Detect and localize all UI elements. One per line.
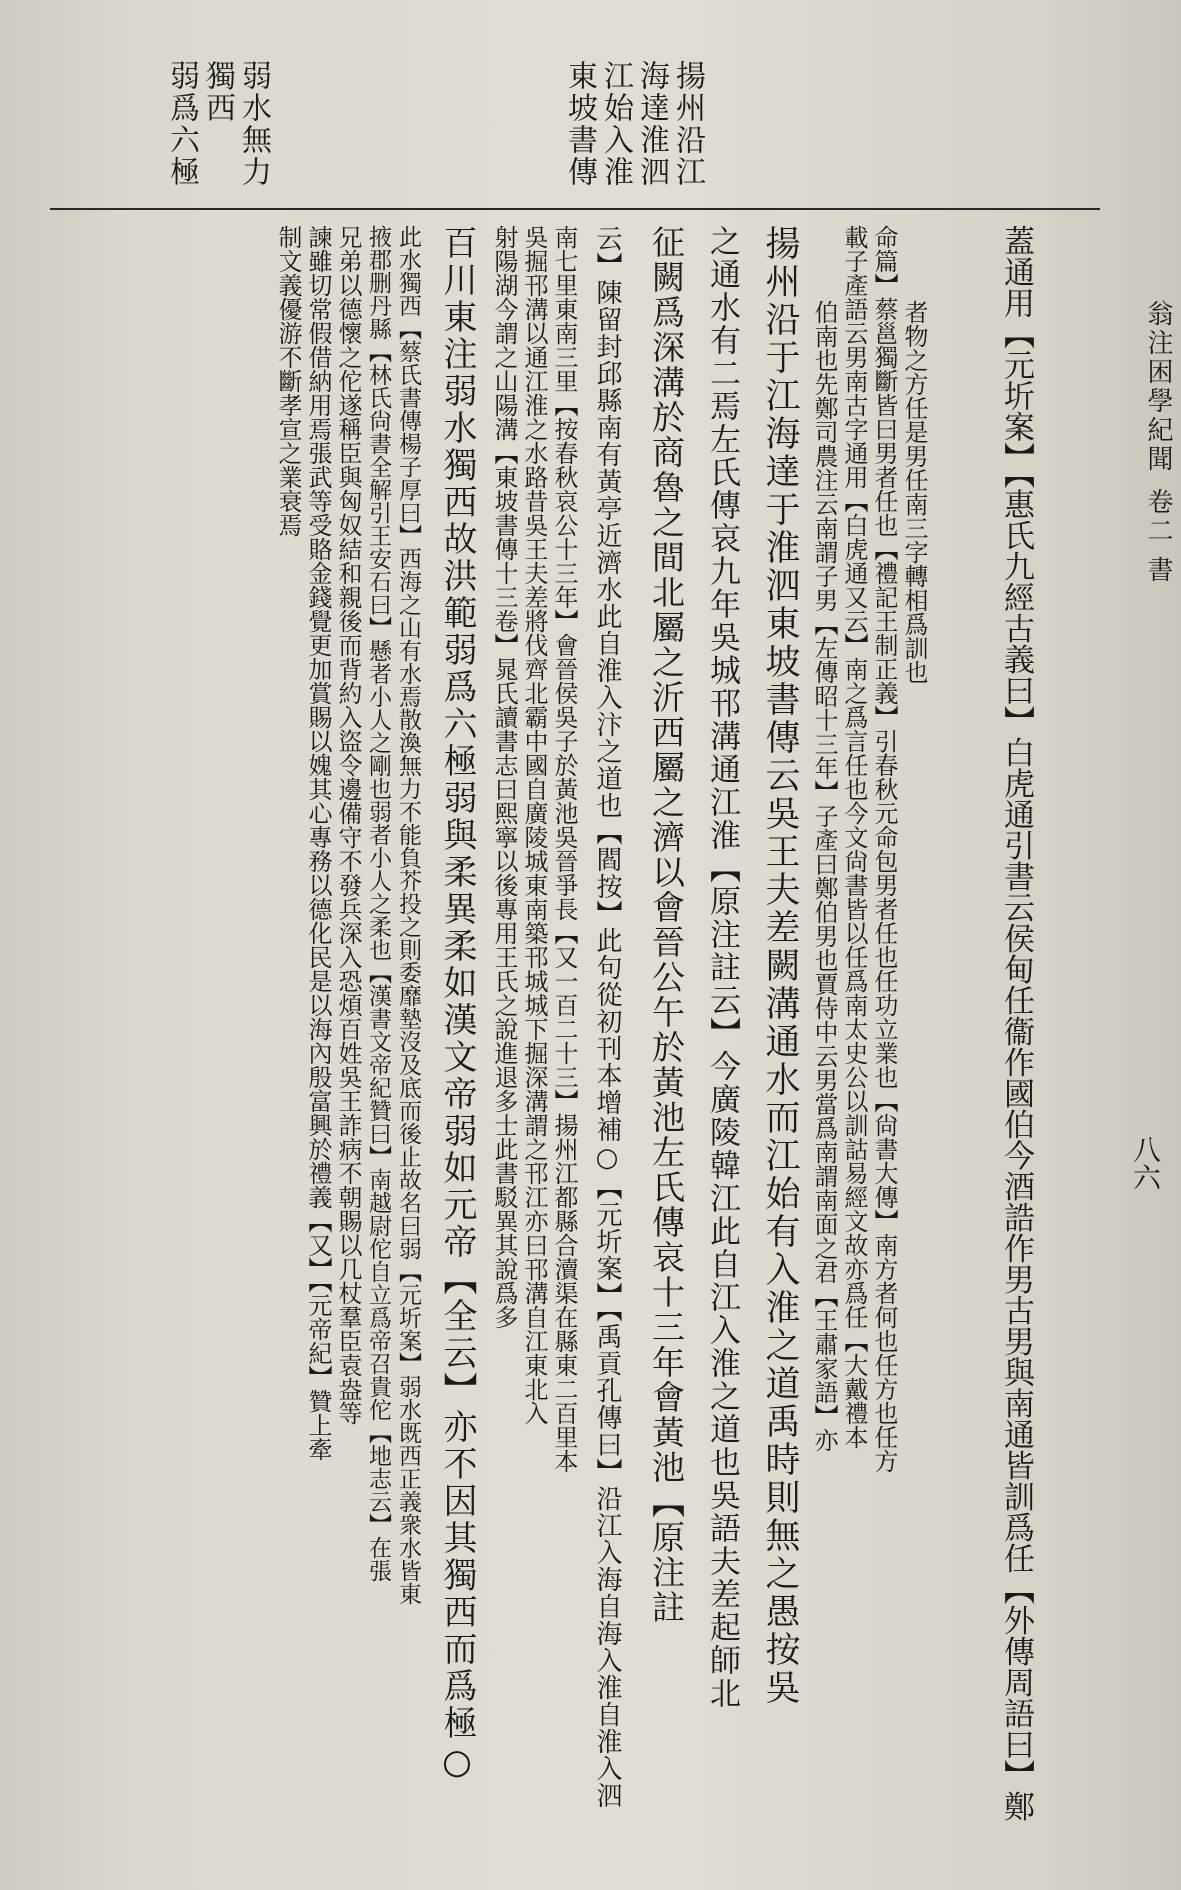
text-column: 征闕爲深溝於商魯之間北屬之沂西屬之濟以會晉公午於黃池左氏傳哀十三年會黃池【原注註 <box>647 225 686 1625</box>
text-column: 命篇】蔡邕獨斷皆曰男者任也【禮記王制正義】引春秋元命包男者任也任功立業也【尙書大傳】南方者何也任方也任方 <box>870 225 898 1473</box>
header-verse: 揚州沿江 <box>670 60 705 188</box>
page-number: 八六 <box>1129 1135 1162 1191</box>
header-verse: 弱水無力 <box>236 60 271 188</box>
header-verse: 海達淮泗 <box>634 60 669 188</box>
header-verse: 江始入淮 <box>598 60 633 188</box>
header-verse: 東坡書傳 <box>562 60 597 188</box>
text-column: 百川東注弱水獨西故洪範弱爲六極弱與柔異柔如漢文帝弱如元帝【全云】亦不因其獨西而爲極○ <box>437 225 477 1785</box>
volume-label: 卷二 <box>1143 488 1173 546</box>
section-label: 書 <box>1143 556 1173 585</box>
text-column: 蓋通用【元圻案】【惠氏九經古義曰】白虎通引書云侯甸任衞作國伯今酒誥作男古男與南通皆訓爲任【外傳周語曰】鄭 <box>998 225 1034 1822</box>
text-column: 諫雖切常假借納用焉張武等受賂金錢覺更加賞賜以媿其心專務以德化民是以海內殷富興於禮義【又】【元帝紀】贊上牽 <box>304 225 332 1461</box>
text-column: 南七里東南三里【按春秋哀公十三年】會晉侯吳子於黃池吳晉爭長【又一百二十三】揚州江都縣合瀆渠在縣東二百里本 <box>550 225 578 1473</box>
text-column: 此水獨西【蔡氏書傳楊子厚曰】西海之山有水焉散渙無力不能負芥投之則委靡墊沒及底而後止故名曰弱【元圻案】弱水既西正義衆水皆東 <box>395 225 421 1605</box>
text-column: 吳掘邗溝以通江淮之水路昔吳王夫差將伐齊北霸中國自廣陵城東南築邗城城下掘深溝謂之邗江亦曰邗溝自江東北入 <box>520 225 548 1425</box>
text-column: 兄弟以德懷之佗遂稱臣與匈奴結和親後而背約入盜令邊備守不發兵深入恐煩百姓吳王詐病不朝賜以几杖羣臣袁盎等 <box>334 225 362 1425</box>
text-column: 制文義優游不斷孝宣之業衰焉 <box>274 225 302 537</box>
text-column: 云】陳留封邱縣南有黃亭近濟水此自淮入汴之道也【閻按】此句從初刊本增補○【元圻案】【禹貢孔傳曰】沿江入海自海入淮自淮入泗 <box>592 225 622 1809</box>
header-rule <box>50 208 1100 210</box>
text-column: 伯南也先鄭司農注云南謂子男【左傳昭十三年】子產曰鄭伯男也賈侍中云男當爲南謂南面之君【王肅家語】亦 <box>810 300 838 1452</box>
text-column: 射陽湖今謂之山陽溝【東坡書傳十三卷】晁氏讀書志曰熙寧以後專用王氏之說進退多士此書駁異其說爲多 <box>490 225 518 1329</box>
running-header <box>1145 300 1171 585</box>
text-column: 揚州沿于江海達于淮泗東坡書傳云吳王夫差闕溝通水而江始有入淮之道禹時則無之愚按吳 <box>760 225 800 1707</box>
book-title: 翁注困學紀聞 <box>1143 300 1173 474</box>
header-verse: 獨西 <box>200 60 235 124</box>
text-column: 載子產語云男南古字通用【白虎通又云】南之爲言任也今文尙書皆以任爲南太史公以訓詁易經文故亦爲任【大戴禮本 <box>840 225 868 1449</box>
text-column: 者物之方任是男任南三字轉相爲訓也 <box>900 300 928 684</box>
text-column: 之通水有二焉左氏傳哀九年吳城邗溝通江淮【原注註云】今廣陵韓江此自江入淮之道也吳語夫差起師北 <box>704 225 740 1710</box>
text-column: 掖郡删丹縣【林氏尙書全解引王安石曰】懸者小人之剛也弱者小人之柔也【漢書文帝紀贊曰】南越尉佗自立爲帝召貴佗【地志云】在張 <box>365 225 391 1582</box>
header-verse: 弱爲六極 <box>164 60 199 188</box>
